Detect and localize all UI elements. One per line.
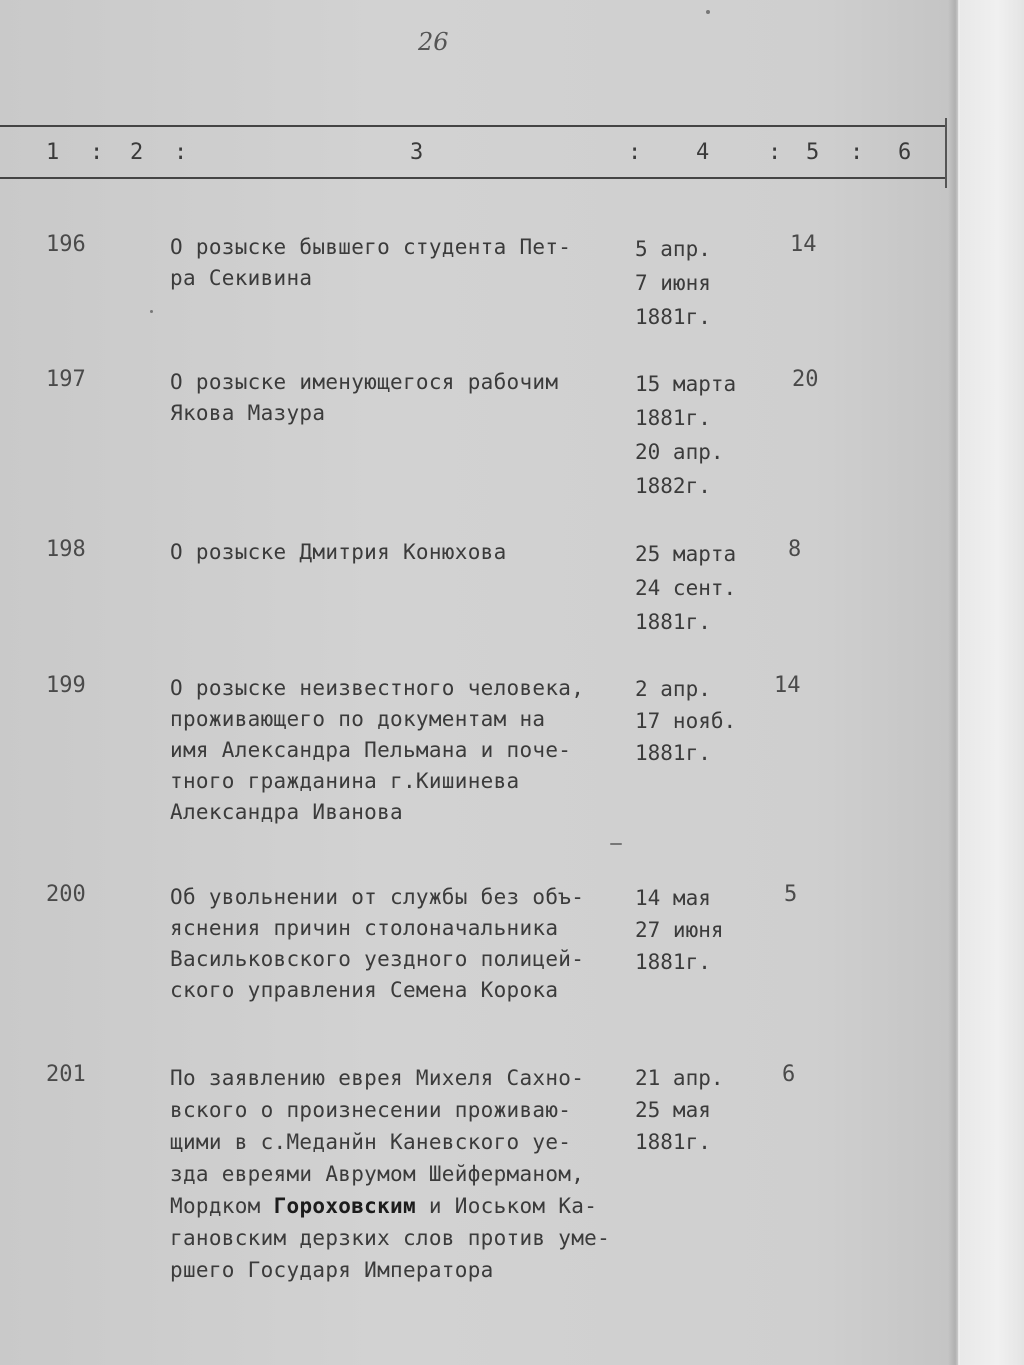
entry-number: 196: [46, 232, 86, 257]
page-number: 26: [418, 28, 449, 56]
date-line: 17 нояб.: [635, 709, 737, 733]
date-line: 1881г.: [635, 305, 711, 329]
date-line: 5 апр.: [635, 237, 711, 261]
column-separator: :: [768, 140, 782, 165]
entry-dates: [635, 232, 765, 334]
entry-title: [170, 367, 640, 429]
entry-number: 201: [46, 1062, 86, 1087]
title-line: По заявлению еврея Михеля Сахно-: [170, 1066, 585, 1090]
table-header-top-rule: [0, 125, 945, 127]
column-header-4: 4: [696, 140, 710, 165]
date-line: 20 апр.: [635, 440, 724, 464]
date-line: 1881г.: [635, 610, 711, 634]
date-line: 21 апр.: [635, 1066, 724, 1090]
table-header-end-mark: [945, 118, 961, 188]
title-line: ского управления Семена Корока: [170, 978, 559, 1002]
title-line: ршего Государя Императора: [170, 1258, 494, 1282]
date-line: 1881г.: [635, 741, 711, 765]
date-line: 1882г.: [635, 474, 711, 498]
column-separator: :: [174, 140, 188, 165]
title-line: зда евреями Аврумом Шейферманом,: [170, 1162, 585, 1186]
column-header-3: 3: [410, 140, 424, 165]
entry-number: 200: [46, 882, 86, 907]
entry-number: 198: [46, 537, 86, 562]
title-line: О розыске Дмитрия Конюхова: [170, 540, 507, 564]
paper-speck: [610, 843, 622, 845]
entry-sheet-count: 8: [788, 537, 802, 562]
title-line: Васильковского уездного полицей-: [170, 947, 585, 971]
column-header-1: 1: [46, 140, 60, 165]
entry-title: [170, 232, 640, 294]
title-line: щими в с.Меданйн Каневского уе-: [170, 1130, 572, 1154]
date-line: 14 мая: [635, 886, 711, 910]
title-line: ра Секивина: [170, 266, 313, 290]
title-line: тного гражданина г.Кишинева: [170, 769, 520, 793]
entry-dates: [635, 1062, 765, 1158]
entry-sheet-count: 20: [792, 367, 819, 392]
entry-dates: [635, 882, 765, 978]
page-edge-background: [958, 0, 1024, 1365]
title-line: вского о произнесении проживаю-: [170, 1098, 572, 1122]
date-line: 27 июня: [635, 918, 724, 942]
column-header-6: 6: [898, 140, 912, 165]
entry-number: 197: [46, 367, 86, 392]
title-line: О розыске именующегося рабочим: [170, 370, 559, 394]
entry-sheet-count: 6: [782, 1062, 796, 1087]
column-header-5: 5: [806, 140, 820, 165]
entry-title: [170, 882, 640, 1006]
date-line: 1881г.: [635, 406, 711, 430]
date-line: 15 марта: [635, 372, 737, 396]
date-line: 2 апр.: [635, 677, 711, 701]
entry-dates: [635, 673, 765, 769]
title-line: Якова Мазура: [170, 401, 326, 425]
column-separator: :: [850, 140, 864, 165]
table-header-bottom-rule: [0, 177, 945, 179]
title-line: О розыске неизвестного человека,: [170, 676, 585, 700]
title-line: гановским дерзких слов против уме-: [170, 1226, 611, 1250]
entry-title: [170, 537, 640, 568]
date-line: 1881г.: [635, 950, 711, 974]
column-separator: :: [628, 140, 642, 165]
entry-number: 199: [46, 673, 86, 698]
paper-speck: [150, 310, 153, 313]
entry-title: [170, 1062, 640, 1286]
title-line: имя Александра Пельмана и поче-: [170, 738, 572, 762]
entry-dates: [635, 367, 765, 503]
title-fragment: Мордком: [170, 1194, 261, 1218]
column-separator: :: [90, 140, 104, 165]
title-fragment-bold: Гороховским: [273, 1194, 416, 1218]
date-line: 24 сент.: [635, 576, 737, 600]
date-line: 25 марта: [635, 542, 737, 566]
title-line: проживающего по документам на: [170, 707, 546, 731]
title-line: О розыске бывшего студента Пет-: [170, 235, 572, 259]
paper-speck: [706, 10, 710, 14]
column-header-2: 2: [130, 140, 144, 165]
title-line: [170, 1190, 640, 1222]
entry-title: [170, 673, 640, 828]
entry-sheet-count: 5: [784, 882, 798, 907]
entry-dates: [635, 537, 765, 639]
page-fold-shadow: [948, 0, 960, 1365]
date-line: 7 июня: [635, 271, 711, 295]
date-line: 1881г.: [635, 1130, 711, 1154]
title-line: яснения причин столоначальника: [170, 916, 559, 940]
title-line: Александра Иванова: [170, 800, 403, 824]
title-line: Об увольнении от службы без объ-: [170, 885, 585, 909]
entry-sheet-count: 14: [774, 673, 801, 698]
date-line: 25 мая: [635, 1098, 711, 1122]
entry-sheet-count: 14: [790, 232, 817, 257]
title-fragment: и Иоськом Ка-: [428, 1194, 598, 1218]
